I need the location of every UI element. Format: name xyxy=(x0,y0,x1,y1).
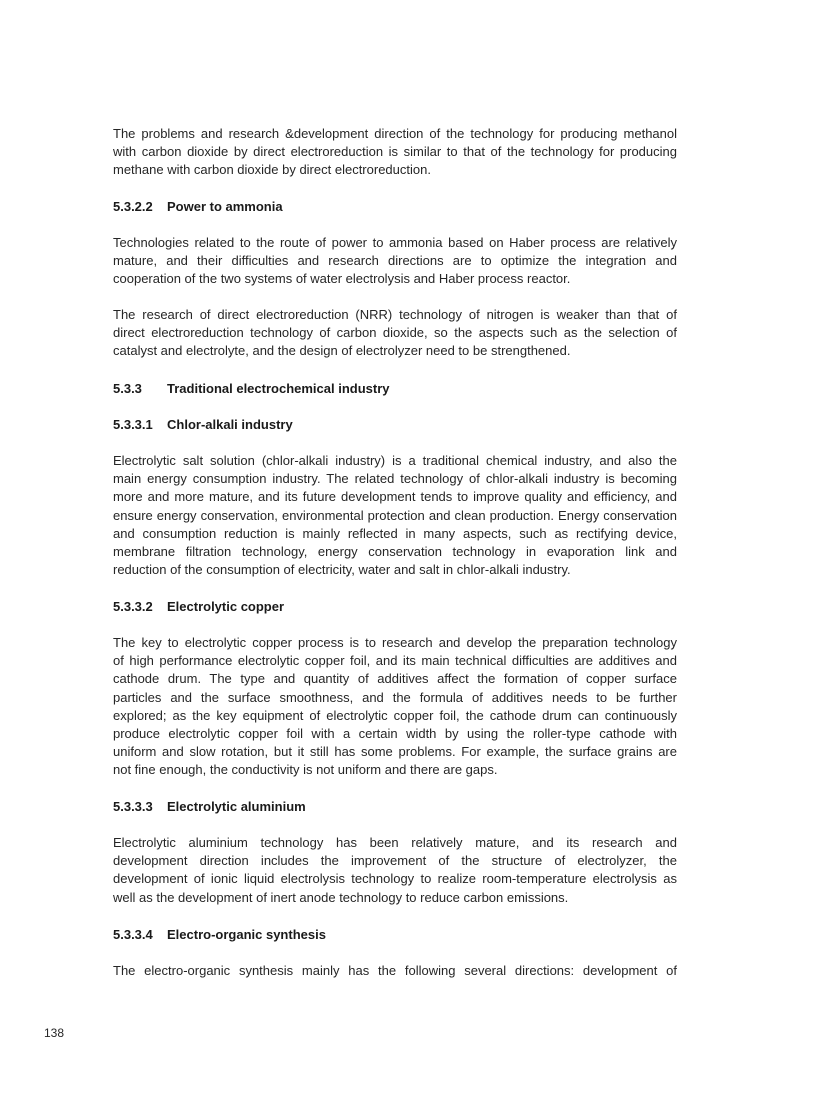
paragraph-line: The research of direct electroreduction (NRR) technology of nitrogen is weaker than that of xyxy=(113,307,677,322)
paragraph-line: reduction of the consumption of electricity, water and salt in chlor-alkali industry. xyxy=(113,562,571,578)
paragraph-line: The problems and research &development direction of the technology for producing methanol xyxy=(113,126,677,141)
paragraph xyxy=(113,834,677,907)
heading-text xyxy=(113,416,677,434)
section-title: Chlor-alkali industry xyxy=(167,417,293,432)
paragraph-line: The electro-organic synthesis mainly has the following several directions: development of xyxy=(113,963,677,978)
page-number: 138 xyxy=(44,1026,65,1040)
paragraph xyxy=(113,634,677,780)
section-number: 5.3.3 xyxy=(113,381,142,396)
paragraph-line: more and more mature, and its future development tends to improve quality and efficiency, and xyxy=(113,489,677,505)
paragraph-line: well as the development of inert anode technology to reduce carbon emissions. xyxy=(113,889,569,905)
paragraph-line: methane with carbon dioxide by direct electroreduction. xyxy=(113,162,431,178)
heading-text xyxy=(113,798,677,816)
section-title: Electrolytic copper xyxy=(167,599,285,614)
paragraph-line: of high performance electrolytic copper foil, and its main technical difficulties are additives and xyxy=(113,653,677,669)
section-number: 5.3.3.1 xyxy=(113,417,153,432)
section-number: 5.3.3.3 xyxy=(113,799,153,814)
paragraph xyxy=(113,306,677,361)
paragraph-line: produce electrolytic copper foil with a certain width by using the roller-type cathode with xyxy=(113,725,677,741)
paragraph-line: Electrolytic aluminium technology has been relatively mature, and its research and xyxy=(113,835,677,850)
heading-text xyxy=(113,926,677,944)
paragraph-line: development of ionic liquid electrolysis technology to realize room-temperature electrolysis as xyxy=(113,871,677,887)
paragraph-line: Electrolytic salt solution (chlor-alkali industry) is a traditional chemical industry, and also the xyxy=(113,453,677,468)
section-heading xyxy=(113,798,677,816)
paragraph-line: Technologies related to the route of power to ammonia based on Haber process are relatively xyxy=(113,235,677,250)
heading-text xyxy=(113,198,677,216)
paragraph-line: not fine enough, the conductivity is not uniform and there are gaps. xyxy=(113,762,498,778)
section-heading xyxy=(113,380,677,398)
section-heading xyxy=(113,598,677,616)
heading-text xyxy=(113,598,677,616)
section-heading xyxy=(113,926,677,944)
section-title: Power to ammonia xyxy=(167,199,283,214)
paragraph-line: uniform and slow rotation, but it still has some problems. For example, the surface grains are xyxy=(113,744,677,760)
paragraph-line: development direction includes the improvement of the structure of electrolyzer, the xyxy=(113,853,677,869)
paragraph-line: explored; as the key equipment of electrolytic copper foil, the cathode drum can continuously xyxy=(113,707,677,723)
paragraph-line: ensure energy conservation, environmental protection and clean production. Energy conservation xyxy=(113,507,677,523)
paragraph-line: cooperation of the two systems of water electrolysis and Haber process reactor. xyxy=(113,271,571,287)
section-title: Electrolytic aluminium xyxy=(167,799,306,814)
paragraph-line: membrane filtration technology, energy conservation technology in evaporation link and xyxy=(113,543,677,559)
paragraph-line: with carbon dioxide by direct electroreduction is similar to that of the technology for producing xyxy=(113,144,677,160)
section-title: Electro-organic synthesis xyxy=(167,927,326,942)
section-number: 5.3.3.4 xyxy=(113,927,153,942)
paragraph-line: cathode drum. The type and quantity of additives affect the formation of copper surface xyxy=(113,671,677,687)
paragraph-line: and consumption reduction is mainly reflected in many aspects, such as rectifying device, xyxy=(113,525,677,541)
paragraph-line: catalyst and electrolyte, and the design of electrolyzer need to be strengthened. xyxy=(113,343,571,359)
section-number: 5.3.3.2 xyxy=(113,599,153,614)
heading-text xyxy=(113,380,677,398)
paragraph-line: direct electroreduction technology of carbon dioxide, so the aspects such as the selection of xyxy=(113,325,677,341)
paragraph xyxy=(113,962,677,980)
paragraph xyxy=(113,452,677,579)
paragraph xyxy=(113,234,677,289)
section-number: 5.3.2.2 xyxy=(113,199,153,214)
paragraph-line: particles and the surface smoothness, and the formula of additives needs to be further xyxy=(113,689,677,705)
paragraph xyxy=(113,125,677,180)
section-title: Traditional electrochemical industry xyxy=(167,381,390,396)
section-heading xyxy=(113,198,677,216)
section-heading xyxy=(113,416,677,434)
paragraph-line: main energy consumption industry. The related technology of chlor-alkali industry is becoming xyxy=(113,471,677,487)
paragraph-line: The key to electrolytic copper process is to research and develop the preparation technology xyxy=(113,635,677,650)
paragraph-line: mature, and their difficulties and research directions are to optimize the integration and xyxy=(113,253,677,269)
